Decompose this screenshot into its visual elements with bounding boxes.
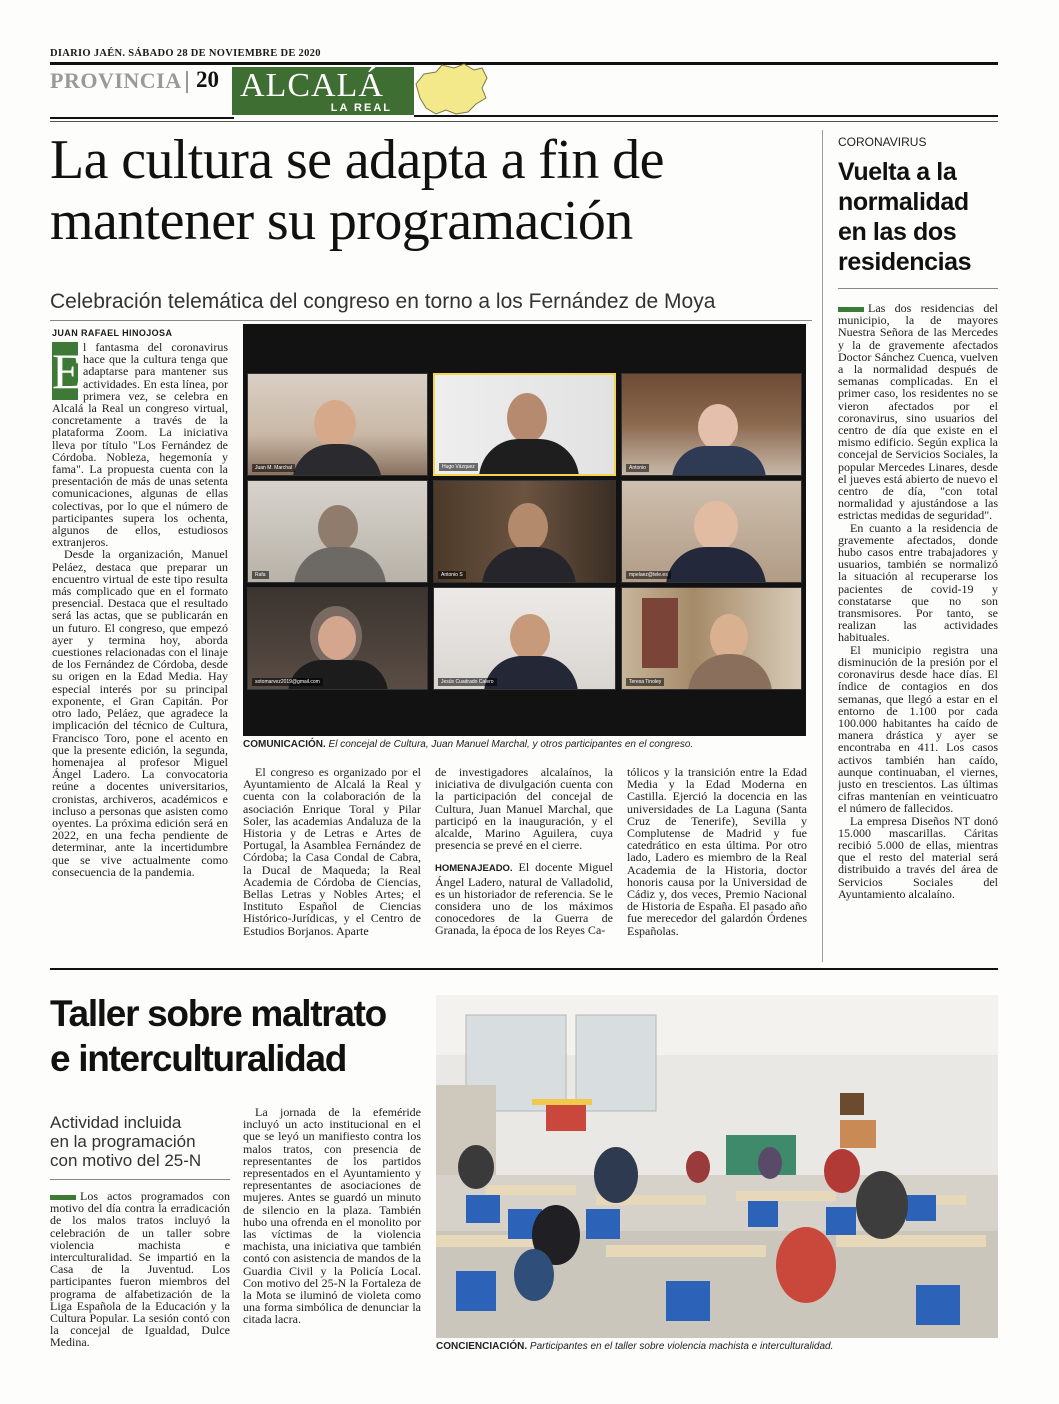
main-headline: La cultura se adapta a fin de mantener su programación (50, 129, 664, 252)
province-map-icon (412, 62, 490, 118)
green-bar-icon (838, 307, 864, 312)
zoom-tile: Hugo Vázquez (433, 373, 616, 476)
town-banner (232, 67, 414, 115)
town-subname: LA REAL (330, 102, 392, 114)
green-bar-icon (50, 1195, 76, 1200)
zoom-congress-photo (243, 324, 806, 736)
second-article-col2: La jornada de la efeméride incluyó un acto institucional en el que se leyó un manifiesto contra los malos tratos, con presencia de representantes de los partidos representados en el Ayuntamiento y representantes de asociaciones de mujeres. Antes se guardó un minuto de silencio en la plaza. También hubo una ofrenda en el monolito por las víctimas de la violencia machista, una iniciativa que también contó con asistencia de mandos de la Guardia Civil y la Policía Local. Con motivo del 25-N la Fortaleza de la Mota se iluminó de violeta como una forma simbólica de denunciar la citada lacra. (243, 1106, 421, 1327)
zoom-tile: mpelaez@tele.es (621, 480, 802, 583)
main-article-col4: tólicos y la transición entre la Edad Media y la Edad Moderna en Castilla. Ejerció la docencia en las universidades de La Laguna (Santa Cruz de Tenerife), Sevilla y Complutense de Madrid y fue catedrático en esta última. Por otro lado, Ladero es miembro de la Real Academia de la Historia, doctor honoris causa por la Universidad de Cádiz y, dos veces, Premio Nacional de Historia de España. El pasado año fue merecedor del galardón Órdenes Españolas. (627, 766, 807, 938)
town-name: ALCALÁ (240, 67, 384, 104)
sidebar-headline: Vuelta a la normalidad en las dos residencias (838, 158, 972, 276)
zoom-tile: Rafa (247, 480, 428, 583)
drop-cap: E (52, 343, 83, 399)
second-subhead: Actividad incluida en la programación con motivo del 25-N (50, 1113, 202, 1170)
classroom-photo (436, 995, 998, 1338)
main-article-col1: E l fantasma del coronavirus hace que la cultura tenga que adaptarse para mantener sus actividades. En esta línea, por primera vez, se celebra en Alcalá la Real un congreso virtual, concretamente a través de la plataforma Zoom. La iniciativa lleva por título "Los Fernández de Córdoba. Nobleza, hegemonía y fama". La propuesta cuenta con la presentación de más de unas setenta comunicaciones, algunas de ellas colectivas, por lo que el número de participantes supera los ochenta, algunos de ellos, estudiosos extranjeros. Desde la organización, Manuel Peláez, destaca que preparar un encuentro virtual de este tipo resulta más complicado que en el formato presencial. Destaca que el resultado será las actas, que se publicarán en un futuro. El congreso, que empezó ayer y termina hoy, aborda cuestiones relacionadas con el linaje de los Fernández de Córdoba, desde su origen en la Edad Media. Hay especial interés por su principal exponente, el Gran Capitán. Por otro lado, Peláez, que agradece la implicación del técnico de Cultura, Francisco Toro, pone el acento en que la presente edición, la segunda, homenajea al profesor Miguel Ángel Ladero. La convocatoria reúne a docentes universitarios, cronistas, archiveros, académicos e incluso a personas que asisten como oyentes. La próxima edición será en 2022, en una fecha pendiente de determinar, ante la incertidumbre que se vive actualmente como consecuencia de la pandemia. (52, 341, 228, 879)
section-label: PROVINCIA (50, 68, 182, 93)
main-article-col2: El congreso es organizado por el Ayuntamiento de Alcalá la Real y cuenta con la colaboración de la asociación Enrique Toral y Pilar Soler, las academias Andaluza de la Historia y de Letras e Artes de Portugal, la Asamblea Fernández de Córdoba; la Casa Condal de Cabra, la Ducal de Maqueda; la Real Academia de Córdoba de Ciencias, Bellas Letras y Nobles Artes; el Instituto Español de Ciencias Histórico-Jurídicas, y el Centro de Estudios Borjanos. Aparte (243, 766, 421, 938)
classroom-photo-caption: CONCIENCIACIÓN. Participantes en el taller sobre violencia machista e interculturalidad. (436, 1341, 834, 1352)
zoom-tile: Juan M. Marchal (247, 373, 428, 476)
second-article-col1: Los actos programados con motivo del día contra la erradicación de los malos tratos incluyó la celebración de un taller sobre violencia machista e interculturalidad. Se impartió en la Casa de la Juventud. Los participantes fueron miembros del programa de alfabetización de la Liga Española de la Educación y la Cultura Popular. La sesión contó con la concejal de Igualdad, Dulce Medina. (50, 1190, 230, 1350)
masthead: DIARIO JAÉN. SÁBADO 28 DE NOVIEMBRE DE 2020 (50, 48, 321, 59)
main-subhead: Celebración telemática del congreso en torno a los Fernández de Moya (50, 290, 716, 313)
zoom-tile: Antonio S (433, 480, 616, 583)
page-number: 20 (196, 67, 219, 92)
sidebar-body: Las dos residencias del municipio, la de mayores Nuestra Señora de las Mercedes y la de gravemente afectados Doctor Sánchez Cuenca, vuelven a la normalidad después de semanas complicadas. En el primer caso, los residentes no se vieron afectados por el coronavirus, sino usuarios del centro de día que existe en el mismo edificio. Según explica la concejal de Servicios Sociales, la popular Mercedes Linares, desde el jueves está abierto de nuevo el centro de día, "con total normalidad y ajustándose a las estrictas medidas de seguridad". En cuanto a la residencia de gravemente afectados, donde hubo casos entre trabajadores y usuarios, también se normalizó la situación al recuperarse los pacientes de covid-19 y constatarse que no son transmisores. Por tanto, se realizan las actividades habituales. El municipio registra una disminución de la presión por el coronavirus desde hace días. El índice de contagios en dos semanas, que llegó a estar en el entorno de 1.100 por cada 100.000 habitantes ha caído de manera drástica y ayer se encontraba en 411. Los casos activos también han caído, aunque continuaban, el viernes, justo en trescientos. Las últimas cifras mantenían en veinticuatro el número de fallecidos. La empresa Diseños NT donó 15.000 mascarillas. Cáritas recibió 5.000 de ellas, mientras que el resto del material será distribuido a través del área de Servicios Sociales del Ayuntamiento alcalaíno. (838, 302, 998, 901)
zoom-tile: Antonio (621, 373, 802, 476)
second-headline: Taller sobre maltrato e interculturalidad (50, 993, 386, 1079)
zoom-tile: Jesús Cuadrado Calero (433, 587, 616, 690)
byline: JUAN RAFAEL HINOJOSA (52, 328, 173, 338)
main-article-col3: de investigadores alcalaínos, la iniciativa de divulgación cuenta con la participación del concejal de Cultura, Juan Manuel Marchal, que participó en la inauguración, y el alcalde, Marino Aguilera, cuya presencia se prevé en el cierre. HOMENAJEADO. El docente Miguel Ángel Ladero, natural de Valladolid, es un historiador de referencia. Se le considera uno de los máximos conocedores de la Guerra de Granada, la época de los Reyes Ca- (435, 766, 613, 938)
zoom-tile: Teresa Tinoley (621, 587, 802, 690)
zoom-tile: sotomarvez2019@gmail.com (247, 587, 428, 690)
sidebar-kicker: CORONAVIRUS (838, 135, 927, 149)
zoom-photo-caption: COMUNICACIÓN. El concejal de Cultura, Juan Manuel Marchal, y otros participantes en el congreso. (243, 739, 694, 750)
